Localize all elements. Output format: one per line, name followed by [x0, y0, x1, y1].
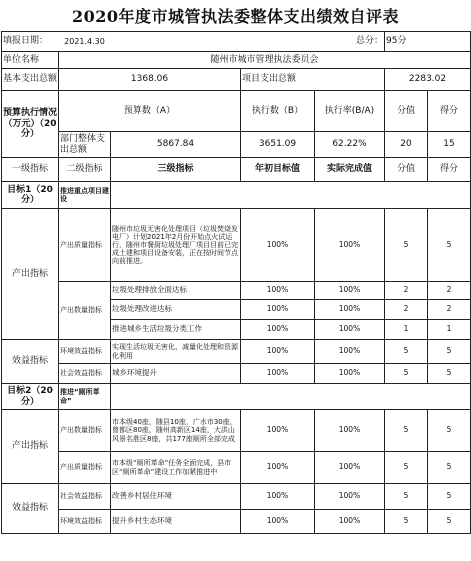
goal2-qty-text: 市本级40座，随县10座，广水市30座，曾都区80座，随州高新区14座，大洪山风景名胜区8座，共177座厕所全部完成	[111, 410, 241, 452]
header-lvl2: 二级指标	[59, 158, 111, 182]
goal1-qty-score-3: 1	[428, 320, 471, 340]
goal1-social-value: 5	[385, 364, 428, 384]
goal1-social-target: 100%	[241, 364, 315, 384]
goal1-quality-value: 5	[385, 209, 428, 282]
goal1-env-score: 5	[428, 340, 471, 364]
evaluation-table	[1, 31, 471, 534]
goal1-env-actual: 100%	[315, 340, 385, 364]
goal1-label: 目标1（20分）	[2, 182, 59, 209]
goal1-qty-score-1: 2	[428, 282, 471, 300]
budget-score: 15	[428, 132, 471, 158]
goal1-qty-label: 产出数量指标	[59, 282, 111, 340]
col-rate-header: 执行率(B/A)	[315, 91, 385, 132]
fill-date-label: 填报日期：	[2, 32, 59, 52]
goal1-social-label: 社会效益指标	[59, 364, 111, 384]
goal2-benefit-label: 效益指标	[2, 484, 59, 534]
goal1-social-actual: 100%	[315, 364, 385, 384]
page-title: 2020年度市城管执法委整体支出绩效自评表	[71, 7, 400, 26]
goal1-env-label: 环境效益指标	[59, 340, 111, 364]
goal1-qty-item-1: 垃圾处理排放全面达标	[111, 282, 241, 300]
col-budget-header: 预算数（A）	[59, 91, 241, 132]
goal2-env-score: 5	[428, 510, 471, 534]
goal2-desc: 推进“厕所革命”	[59, 384, 111, 410]
goal1-qty-value-1: 2	[385, 282, 428, 300]
project-total-label: 项目支出总额	[241, 69, 385, 91]
dept-total-label: 部门整体支出总额	[59, 132, 111, 158]
goal1-quality-target: 100%	[241, 209, 315, 282]
budget-section-label: 预算执行情况（万元）（20分）	[2, 91, 59, 158]
project-total-value: 2283.02	[385, 69, 471, 91]
basic-total-label: 基本支出总额	[2, 69, 59, 91]
basic-total-value: 1368.06	[59, 69, 241, 91]
goal1-qty-value-3: 1	[385, 320, 428, 340]
goal2-social-actual: 100%	[315, 484, 385, 510]
goal1-benefit-label: 效益指标	[2, 340, 59, 384]
goal1-qty-item-2: 垃圾处理改进达标	[111, 300, 241, 320]
exec-amount: 3651.09	[241, 132, 315, 158]
goal2-qty-score: 5	[428, 410, 471, 452]
header-value: 分值	[385, 158, 428, 182]
goal1-desc: 推进重点项目建设	[59, 182, 111, 209]
goal2-quality-text: 市本级“厕所革命”任务全面完成，县市区“厕所革命”建设工作加紧推进中	[111, 452, 241, 484]
goal2-qty-actual: 100%	[315, 410, 385, 452]
goal1-qty-actual-1: 100%	[315, 282, 385, 300]
total-score-label: 总分：	[315, 32, 385, 52]
goal2-quality-score: 5	[428, 452, 471, 484]
budget-amount: 5867.84	[111, 132, 241, 158]
goal1-quality-label: 产出质量指标	[59, 209, 111, 282]
goal2-env-value: 5	[385, 510, 428, 534]
exec-rate: 62.22%	[315, 132, 385, 158]
goal1-qty-score-2: 2	[428, 300, 471, 320]
goal2-social-target: 100%	[241, 484, 315, 510]
goal1-qty-target-2: 100%	[241, 300, 315, 320]
budget-value: 20	[385, 132, 428, 158]
goal2-social-label: 社会效益指标	[59, 484, 111, 510]
goal1-social-text: 城乡环境提升	[111, 364, 241, 384]
header-lvl3: 三级指标	[111, 158, 241, 182]
goal1-quality-actual: 100%	[315, 209, 385, 282]
goal2-env-target: 100%	[241, 510, 315, 534]
goal1-qty-item-3: 推进城乡生活垃圾分类工作	[111, 320, 241, 340]
unit-name-label: 单位名称	[2, 52, 59, 69]
goal1-quality-score: 5	[428, 209, 471, 282]
col-exec-header: 执行数（B）	[241, 91, 315, 132]
goal1-quality-text: 随州市垃圾无害化处理项目（垃圾焚烧发电厂）计划2021年2月份开始点火试运行，随州市餐厨垃圾处理厂项目目前已完成土建和项目设备安装，正在按时间节点向前推进。	[111, 209, 241, 282]
goal2-social-score: 5	[428, 484, 471, 510]
goal2-social-value: 5	[385, 484, 428, 510]
col-value-header: 分值	[385, 91, 428, 132]
goal1-qty-actual-3: 100%	[315, 320, 385, 340]
goal2-env-text: 提升乡村生态环境	[111, 510, 241, 534]
goal2-qty-label: 产出数量指标	[59, 410, 111, 452]
header-score: 得分	[428, 158, 471, 182]
goal1-qty-actual-2: 100%	[315, 300, 385, 320]
goal1-env-target: 100%	[241, 340, 315, 364]
goal1-social-score: 5	[428, 364, 471, 384]
col-score-header: 得分	[428, 91, 471, 132]
goal1-env-text: 实现生活垃圾无害化、减量化处理和资源化利用	[111, 340, 241, 364]
goal1-qty-target-1: 100%	[241, 282, 315, 300]
fill-date-value: 2021.4.30	[59, 32, 111, 52]
unit-name-value: 随州市城市管理执法委员会	[59, 52, 471, 69]
goal2-social-text: 改善乡村居住环境	[111, 484, 241, 510]
header-actual: 实际完成值	[315, 158, 385, 182]
goal2-output-label: 产出指标	[2, 410, 59, 484]
goal2-quality-target: 100%	[241, 452, 315, 484]
goal2-quality-label: 产出质量指标	[59, 452, 111, 484]
goal1-output-label: 产出指标	[2, 209, 59, 340]
goal2-qty-value: 5	[385, 410, 428, 452]
goal2-qty-target: 100%	[241, 410, 315, 452]
goal2-env-label: 环境效益指标	[59, 510, 111, 534]
goal2-label: 目标2（20分）	[2, 384, 59, 410]
total-score-value: 95分	[385, 32, 428, 52]
goal1-env-value: 5	[385, 340, 428, 364]
goal1-qty-target-3: 100%	[241, 320, 315, 340]
goal1-qty-value-2: 2	[385, 300, 428, 320]
goal2-quality-actual: 100%	[315, 452, 385, 484]
goal2-env-actual: 100%	[315, 510, 385, 534]
header-lvl1: 一级指标	[2, 158, 59, 182]
goal2-quality-value: 5	[385, 452, 428, 484]
header-target: 年初目标值	[241, 158, 315, 182]
